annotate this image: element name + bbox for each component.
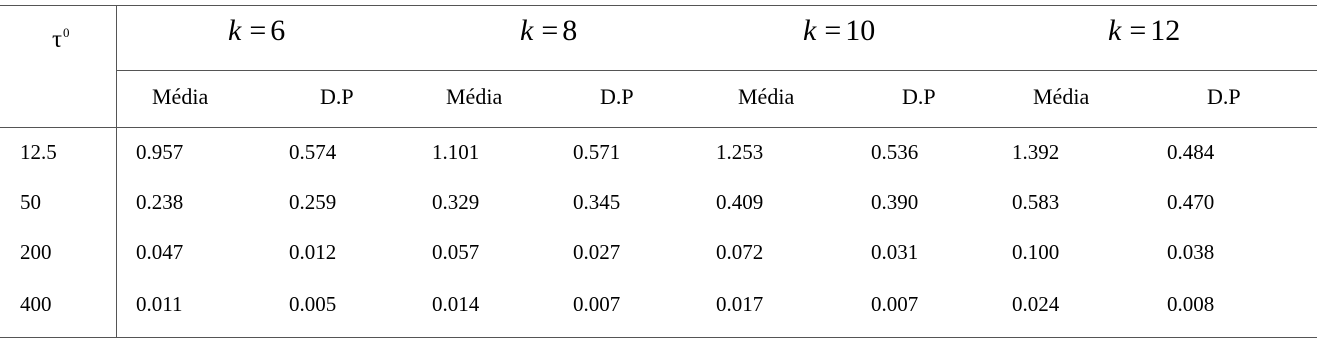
stub-divider: [116, 5, 117, 338]
bottom-rule: [0, 337, 1317, 338]
k-header-8: [520, 16, 577, 46]
sub-header-dp: D.P: [902, 84, 936, 109]
k-equals: =: [249, 14, 267, 47]
table-cell: 0.484: [1167, 140, 1215, 164]
header-bottom-rule: [0, 127, 1317, 128]
table-cell: 0.574: [289, 140, 337, 164]
sub-header-dp: D.P: [600, 84, 634, 109]
sub-header-media: Média: [1033, 84, 1090, 109]
table-cell: 0.100: [1012, 240, 1060, 264]
table-cell: 0.024: [1012, 292, 1060, 316]
table-cell: 0.057: [432, 240, 480, 264]
table-cell: 0.571: [573, 140, 621, 164]
k-symbol: k: [228, 14, 242, 47]
k-equals: =: [1129, 14, 1147, 47]
table-cell: 0.038: [1167, 240, 1215, 264]
k-header-10: [803, 16, 875, 46]
table-cell: 0.390: [871, 190, 919, 214]
sub-header-media: Média: [738, 84, 795, 109]
k-value: 6: [270, 14, 286, 47]
table-cell: 0.027: [573, 240, 621, 264]
k-symbol: k: [803, 14, 817, 47]
table-cell: 0.031: [871, 240, 919, 264]
tau-symbol: τ: [52, 26, 63, 53]
table-cell: 1.392: [1012, 140, 1060, 164]
sub-header-dp: D.P: [320, 84, 354, 109]
table-cell: 0.329: [432, 190, 480, 214]
table-cell: 0.536: [871, 140, 919, 164]
table-cell: 0.238: [136, 190, 184, 214]
k-value: 12: [1150, 14, 1181, 47]
table-cell: 0.017: [716, 292, 764, 316]
table-cell: 0.345: [573, 190, 621, 214]
table-cell: 0.012: [289, 240, 337, 264]
tau-superscript: 0: [63, 25, 70, 40]
table-cell: 0.011: [136, 292, 183, 316]
sub-header-media: Média: [446, 84, 503, 109]
k-value: 8: [562, 14, 578, 47]
tau-value: 400: [20, 292, 52, 316]
table-cell: 0.014: [432, 292, 480, 316]
tau-value: 12.5: [20, 140, 57, 164]
tau-header: [52, 26, 70, 52]
table-cell: 0.583: [1012, 190, 1060, 214]
k-symbol: k: [520, 14, 534, 47]
table-cell: 0.259: [289, 190, 337, 214]
top-rule: [0, 5, 1317, 6]
table-cell: 0.072: [716, 240, 764, 264]
sub-header-media: Média: [152, 84, 209, 109]
table-cell: 0.008: [1167, 292, 1215, 316]
group-header-rule: [117, 70, 1317, 71]
table-cell: 1.101: [432, 140, 480, 164]
table-cell: 1.253: [716, 140, 764, 164]
table-cell: 0.005: [289, 292, 337, 316]
tau-value: 50: [20, 190, 41, 214]
k-symbol: k: [1108, 14, 1122, 47]
tau-value: 200: [20, 240, 52, 264]
k-equals: =: [824, 14, 842, 47]
k-equals: =: [541, 14, 559, 47]
table-cell: 0.470: [1167, 190, 1215, 214]
k-header-6: [228, 16, 285, 46]
table-cell: 0.957: [136, 140, 184, 164]
table-cell: 0.047: [136, 240, 184, 264]
table-cell: 0.409: [716, 190, 764, 214]
sub-header-dp: D.P: [1207, 84, 1241, 109]
table-cell: 0.007: [573, 292, 621, 316]
k-header-12: [1108, 16, 1180, 46]
table-cell: 0.007: [871, 292, 919, 316]
k-value: 10: [845, 14, 876, 47]
